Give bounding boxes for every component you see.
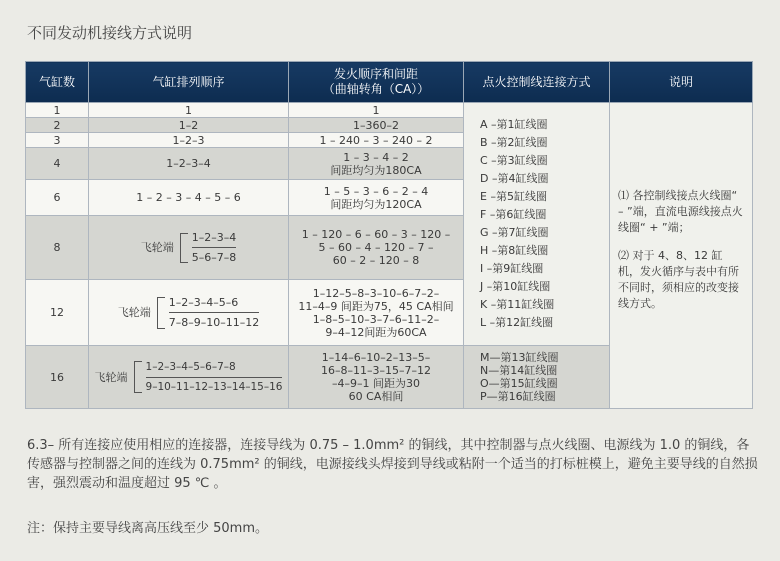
flywheel-label: 飞轮端 <box>140 241 174 254</box>
notes-cell <box>610 103 753 409</box>
header-cylinders: 气缸数 <box>26 62 89 103</box>
table-row: 16 飞轮端 1–2–3–4–5–6–7–8 9–10–11–12–13–14–15–16 1–14–6–10–2–13–5– 16–8–11–3–15–7–12 –4–9–1 间距为30 60 CA相间 M—第13缸线圈 N—第14缸线圈 O—第15缸线圈 P—第16缸线圈 <box>26 346 753 409</box>
cylinder-layout-8: 飞轮端 1–2–3–4 5–6–7–8 <box>140 231 237 264</box>
footnote: 注：保持主要导线离高压线至少 50mm。 <box>27 521 269 536</box>
wiring-table <box>25 61 753 409</box>
ignition-coils-1-12: A –第1缸线圈 B –第2缸线圈 C –第3缸线圈 D –第4缸线圈 E –第5缸线圈 F –第6缸线圈 G –第7缸线圈 H –第8缸线圈 I –第9缸线圈 J –第10缸线圈 K –第11缸线圈 L –第12缸线圈 <box>464 103 610 346</box>
cyl-order: 1 <box>89 103 289 118</box>
note-2: ⑵ 对于 4、8、12 缸机，发火循序与表中有所不同时，须相应的改变接线方式。 <box>618 248 739 310</box>
bracket <box>134 361 142 393</box>
table-row: 6 1 – 2 – 3 – 4 – 5 – 6 1 – 5 – 3 – 6 – 2 – 4 间距均匀为120CA <box>26 180 753 216</box>
table-row: 12 飞轮端 1–2–3–4–5–6 7–8–9–10–11–12 1–12–5–8–3–10–6–7–2– 11–4–9 间距为75，45 CA相间 1–8–5–10–3–7–6–11–2– 9–4–12间距为60CA <box>26 280 753 346</box>
header-firing-order: 发火顺序和间距 （曲轴转角（CA）） <box>289 62 464 103</box>
flywheel-label: 飞轮端 <box>117 306 151 319</box>
table-row: 8 飞轮端 1–2–3–4 5–6–7–8 1 – 120 – 6 – 60 – 3 – 120 – 5 – 60 – 4 – 120 – 7 – 60 – 2 – 120 – 8 <box>26 216 753 280</box>
bracket <box>180 233 188 263</box>
wiring-paragraph: 6.3– 所有连接应使用相应的连接器，连接导线为 0.75 – 1.0mm² 的铜线，其中控制器与点火线圈、电源线为 1.0 的铜线，各传感器与控制器之间的连线为 0.75mm² 的铜线，电源接线头焊接到导线或粘附一个适当的打标桩模上，避免主要导线的自然损害，强烈震动和温度超过 95 ℃ 。 <box>27 438 758 491</box>
cylinder-layout-16: 飞轮端 1–2–3–4–5–6–7–8 9–10–11–12–13–14–15–16 <box>94 360 283 393</box>
table-row <box>26 103 753 118</box>
table-row: 3 1–2–3 1 – 240 – 3 – 240 – 2 <box>26 133 753 148</box>
header-cylinder-order: 气缸排列顺序 <box>89 62 289 103</box>
table-row: 2 1–2 1–360–2 <box>26 118 753 133</box>
header-ignition-wiring: 点火控制线连接方式 <box>464 62 610 103</box>
table-header-row <box>26 62 753 103</box>
firing-order: 1 <box>289 103 464 118</box>
table-row: 4 1–2–3–4 1 – 3 – 4 – 2 间距均匀为180CA <box>26 148 753 180</box>
note-1: ⑴ 各控制线接点火线圈“ – ”端，直流电源线接点火线圈“ + ”端； <box>618 188 743 234</box>
flywheel-label: 飞轮端 <box>94 370 128 384</box>
cyl-count: 1 <box>26 103 89 118</box>
header-notes: 说明 <box>610 62 753 103</box>
bracket <box>157 297 165 329</box>
cylinder-layout-12: 飞轮端 1–2–3–4–5–6 7–8–9–10–11–12 <box>117 296 260 329</box>
page-title: 不同发动机接线方式说明 <box>27 24 193 42</box>
ignition-coils-13-16: M—第13缸线圈 N—第14缸线圈 O—第15缸线圈 P—第16缸线圈 <box>464 346 610 409</box>
